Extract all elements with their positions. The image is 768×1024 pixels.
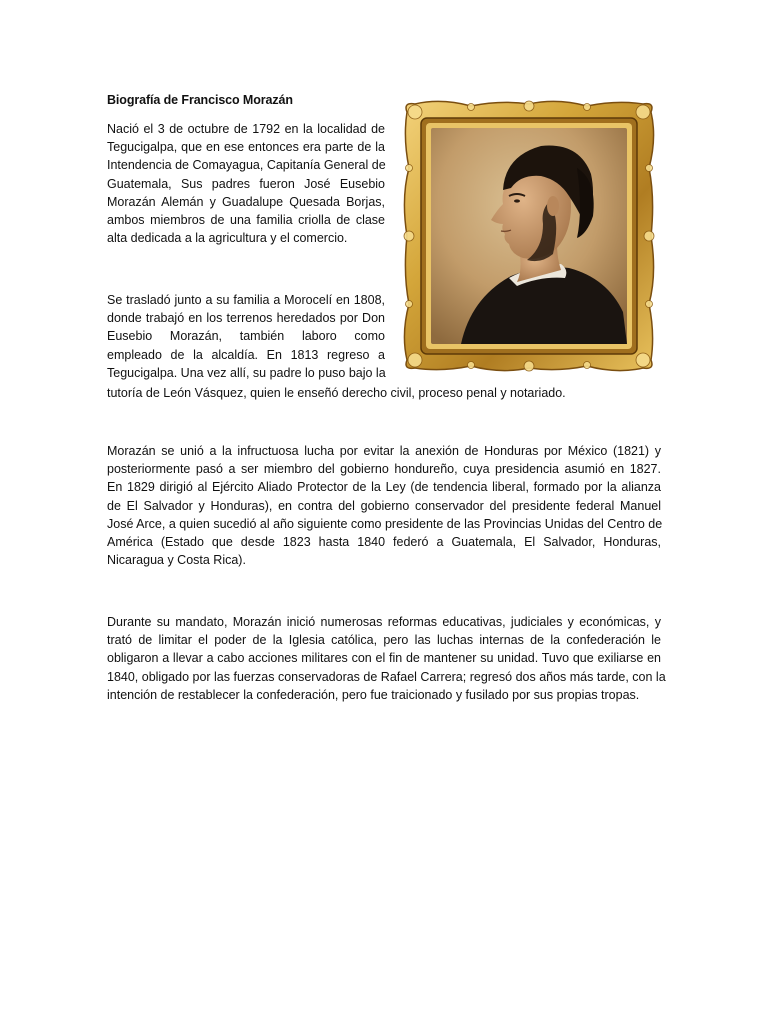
text-line: ambos miembros de una familia criolla de clase [107, 213, 385, 228]
text-line: posteriormente pasó a ser miembro del gobierno hondureño, cuya presidencia asumió en 1827. [107, 462, 661, 477]
text-line: donde trabajó en los terrenos heredados por Don [107, 311, 385, 326]
text-line: Nicaragua y Costa Rica). [107, 553, 246, 568]
text-line: Durante su mandato, Morazán inició numerosas reformas educativas, judiciales y económicas, y [107, 615, 661, 629]
text-line: tutoría de León Vásquez, quien le enseñó derecho civil, proceso penal y notariado. [107, 386, 566, 400]
text-line: Eusebio Morazán, también laboro como [107, 329, 385, 344]
paragraph-youth [107, 291, 385, 382]
text-line: Tegucigalpa, que en ese entonces era parte de la [107, 140, 385, 155]
paragraph-mandate [107, 613, 666, 704]
paragraph-politics [107, 442, 661, 569]
text-line: Morazán se unió a la infructuosa lucha por evitar la anexión de Honduras por México (1821) y [107, 444, 661, 458]
document-title: Biografía de Francisco Morazán [107, 93, 293, 107]
text-line: José Arce, a quien sucedió al año siguiente como presidente de las Provincias Unidas del Centro de [107, 516, 663, 531]
paragraph-birth [107, 120, 385, 247]
text-line: empleado de la alcaldía. En 1813 regreso a [107, 347, 385, 362]
text-line: Se trasladó junto a su familia a Morocelí en 1808, [107, 293, 385, 307]
text-line: Tegucigalpa. Una vez allí, su padre lo puso bajo la [107, 365, 386, 380]
text-line: América (Estado que desde 1823 hasta 1840 federó a Guatemala, El Salvador, Honduras, [107, 535, 661, 550]
text-line: 1840, obligado por las fuerzas conservadoras de Rafael Carrera; regresó dos años más tarde, con la [107, 669, 666, 684]
text-line: Morazán Alemán y Guadalupe Quesada Borjas, [107, 194, 385, 209]
text-line: alta dedicada a la agricultura y el comercio. [107, 231, 348, 246]
text-line: En 1829 dirigió al Ejército Aliado Protector de la Ley (de tendencia liberal, formado por la alianza [107, 480, 661, 495]
portrait-image [401, 98, 657, 374]
text-line: Intendencia de Comayagua, Capitanía General de [107, 158, 386, 173]
text-line: obligaron a llevar a cabo acciones militares con el fin de mantener su unidad. Tuvo que exiliarse en [107, 651, 661, 666]
text-line: intención de restablecer la confederación, pero fue traicionado y fusilado por sus propias tropas. [107, 687, 640, 702]
text-line: trató de limitar el poder de la Iglesia católica, pero las luchas internas de la confederación le [107, 633, 661, 648]
text-line: Nació el 3 de octubre de 1792 en la localidad de [107, 122, 385, 136]
text-line: Guatemala, Sus padres fueron José Eusebio [107, 176, 385, 191]
text-line: de El Salvador y Honduras), en contra del gobierno conservador del presidente federal Manuel [107, 498, 661, 513]
paragraph-youth-tail [107, 384, 577, 402]
